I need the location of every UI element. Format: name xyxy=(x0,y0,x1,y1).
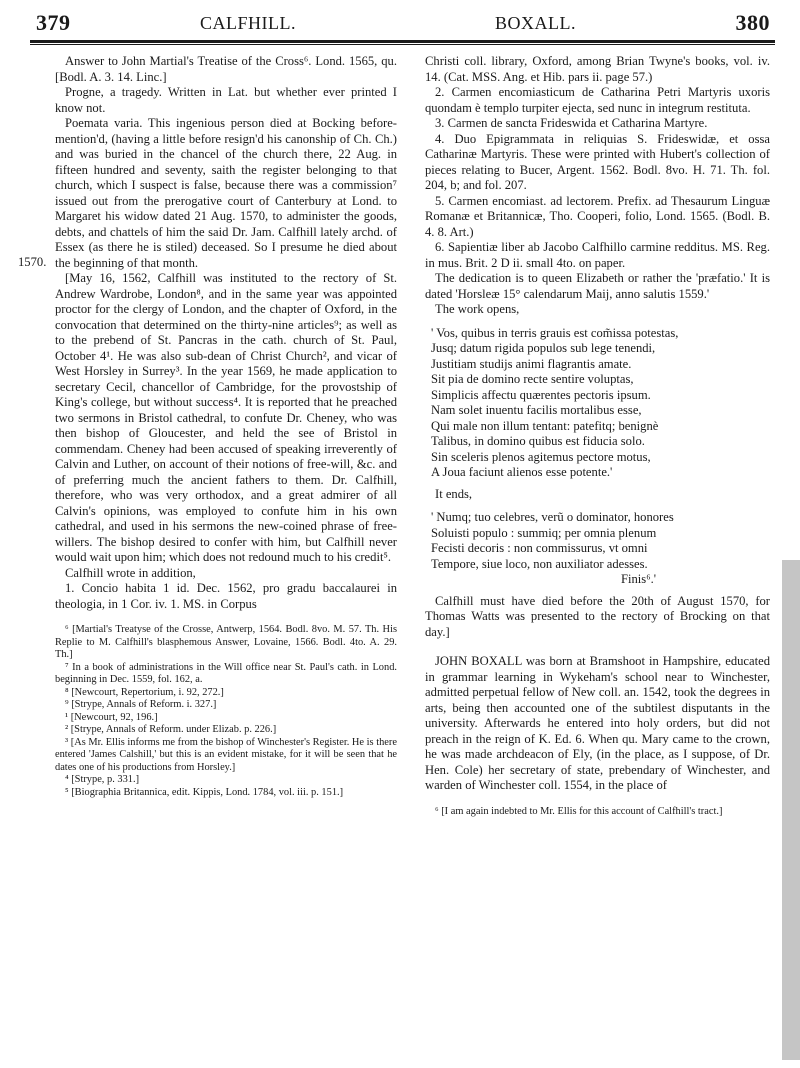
page-number-left: 379 xyxy=(36,10,71,35)
verse-line: Fecisti decoris : non commissurus, vt omni xyxy=(431,541,648,555)
footnote: ⁴ [Strype, p. 331.] xyxy=(65,774,140,785)
header-rule-thin xyxy=(30,44,775,45)
paragraph: 6. Sapientiæ liber ab Jacobo Calfhillo carmine redditus. MS. Reg. in mus. Brit. 2 D ii. small 4to. on paper. xyxy=(425,240,770,270)
header-rule xyxy=(30,40,775,43)
verse-line: ' Vos, quibus in terris grauis est com̃issa potestas, xyxy=(431,325,679,340)
verse-line: Simplicis affectu quærentes pectoris ipsum. xyxy=(431,387,651,402)
paragraph: 5. Carmen encomiast. ad lectorem. Prefix. ad Thesaurum Linguæ Romanæ et Britannicæ, Tho. Cooperi, folio, Lond. 1565. (Bodl. B. 4. 8. Art.) xyxy=(425,193,770,239)
verse-line: Qui male non illum tentant: patefitq; benignè xyxy=(431,418,659,433)
page-number-right: 380 xyxy=(735,10,770,35)
running-title-right: BOXALL. xyxy=(495,13,576,33)
right-column xyxy=(425,54,770,818)
paragraph: Calfhill must have died before the 20th of August 1570, for Thomas Watts was presented to the rectory of Brocking on that day.] xyxy=(425,593,770,639)
verse-ending xyxy=(431,510,770,588)
paragraph: Calfhill wrote in addition, xyxy=(65,565,196,580)
footnote: ² [Strype, Annals of Reform. under Elizab. p. 226.] xyxy=(65,724,277,735)
paragraph: 3. Carmen de sancta Frideswida et Catharina Martyre. xyxy=(435,116,708,130)
verse-line: Sin sceleris plenos agitemus pectore motus, xyxy=(431,449,651,464)
footnote: ⁹ [Strype, Annals of Reform. i. 327.] xyxy=(65,699,217,710)
footnote: ⁵ [Biographia Britannica, edit. Kippis, Lond. 1784, vol. iii. p. 151.] xyxy=(65,786,344,798)
page-edge-shadow xyxy=(782,560,800,1060)
running-header xyxy=(0,6,800,38)
verse-line: Nam solet inuentu facilis mortalibus esse, xyxy=(431,403,642,417)
verse-line: A Joua faciunt alienos esse potente.' xyxy=(431,465,613,479)
verse-line: Tempore, siue loco, non auxiliator adesses. xyxy=(431,556,648,571)
paragraph: Christi coll. library, Oxford, among Brian Twyne's books, vol. iv. 14. (Cat. MSS. Ang. et Hib. pars ii. page 57.) xyxy=(425,54,770,84)
paragraph: 1. Concio habita 1 id. Dec. 1562, pro gradu baccalaurei in theologia, in 1 Cor. iv. 1. MS. in Corpus xyxy=(55,581,397,611)
footnote: ⁷ In a book of administrations in the Will office near St. Paul's cath. in Lond. beginning in Dec. 1559, fol. 162, a. xyxy=(55,661,397,685)
paragraph: The dedication is to queen Elizabeth or rather the 'præfatio.' It is dated 'Horsleæ 15° calendarum Maij, anno salutis 1559.' xyxy=(425,271,770,301)
paragraph: The work opens, xyxy=(435,302,520,316)
footnotes-left xyxy=(55,624,397,799)
paragraph: It ends, xyxy=(435,486,473,501)
footnotes-right xyxy=(425,806,770,819)
paragraph: JOHN BOXALL was born at Bramshoot in Hampshire, educated in grammar learning in Wykeham's school near to Winchester, admitted perpetual fellow of New coll. an. 1542, took the degrees in arts, being then accounted one of the subtilest disputants in the university. Afterwards he entered into holy orders, but did not preach in the reign of K. Ed. 6. When qu. Mary came to the crown, he was made archdeacon of Ely, (in the place, as I suppose, of Dr. Hen. Cole) her secretary of state, prebendary of Winchester, and warden of Winchester coll. 1554, in the place of xyxy=(425,654,770,792)
verse-finis: Finis⁶.' xyxy=(621,572,657,586)
paragraph: 2. Carmen encomiasticum de Catharina Petri Martyris uxoris quondam è templo turpiter ejecta, sed nunc in integrum restituta. xyxy=(425,85,770,115)
verse-line: Justitiam studijs animi flagrantis amate. xyxy=(431,356,632,371)
verse-line: Soluisti populo : summiq; per omnia plenum xyxy=(431,525,657,540)
paragraph: [May 16, 1562, Calfhill was instituted to the rectory of St. Andrew Wardrobe, London⁸, and in the same year was appointed proctor for the clergy of London, and the chapter of Oxford, in the convocation that determined on the thirty-nine articles⁹; as well as to the prebend of St. Pancras in the cath. church of St. Paul, October 4¹. He was also sub-dean of Christ Church², and vicar of West Horsley in Surrey³. In the year 1569, he made application to secretary Cecil, chancellor of Cambridge, for the provostship of King's college, but without success⁴. It is reported that he preached two sermons in Bristol cathedral, to confute Dr. Cheney, who was then bishop of Gloucester, and held the see of Bristol in commendam. Cheney had been accused of speaking irreverently of Calvin and Luther, on account of their notions of free-will, &c. and of preferring much the ancient fathers to them. Dr. Calfhill, therefore, who was very orthodox, and a great admirer of all Calvin's opinions, was employed to confute him in his own cathedral, and used in his sermons the new-coined phrase of free-willers. The bishop desired to confer with him, but Calfhill never would wait upon him; which does not redound much to his credit⁵. xyxy=(55,271,397,564)
verse-line: Jusq; datum rigida populos sub lege tenendi, xyxy=(431,341,656,355)
footnote: ⁶ [I am again indebted to Mr. Ellis for this account of Calfhill's tract.] xyxy=(435,805,723,817)
verse-line: Talibus, in domino quibus est fiducia solo. xyxy=(431,434,645,448)
paragraph: 4. Duo Epigrammata in reliquias S. Frideswidæ, et ossa Catharinæ Martyris. These were printed with Hubert's collection of pieces relating to Bucer, Argent. 1562. Bodl. 8vo. H. 71. Th. fol. 204, b; and fol. 207. xyxy=(425,131,770,192)
margin-year: 1570. xyxy=(18,255,47,269)
verse-line: Sit pia de domino recte sentire voluptas, xyxy=(431,372,634,386)
footnote: ¹ [Newcourt, 92, 196.] xyxy=(65,711,158,723)
paragraph: Answer to John Martial's Treatise of the Cross⁶. Lond. 1565, qu. [Bodl. A. 3. 14. Linc.] xyxy=(55,54,397,84)
left-column xyxy=(55,54,397,799)
verse-line: ' Numq; tuo celebres, verũ o dominator, honores xyxy=(431,510,674,524)
paragraph: Poemata varia. This ingenious person died at Bocking before-mention'd, (having a little before resign'd his canonship of Ch. Ch.) and was buried in the chancel of the church there, 22 Aug. in fifteen hundred and seventy, saith the register belonging to that church, which I suspect is false, because there was a commission⁷ issued out from the prerogative court of Canterbury at Lond. to Margaret his widow dated 21 Aug. 1570, to administer the goods, debts, and chattels of him the said Dr. Jam. Calfhill lately archd. of Essex (as there he is stiled) deceased. So I presume he died about the beginning of that month. xyxy=(55,116,397,270)
footnote: ⁸ [Newcourt, Repertorium, i. 92, 272.] xyxy=(65,686,224,698)
verse-opening xyxy=(431,326,770,481)
footnote: ⁶ [Martial's Treatyse of the Crosse, Antwerp, 1564. Bodl. 8vo. M. 57. Th. His Replie to M. Calfhill's blasphemous Answer, Lovaine, 1566. Bodl. 4to. A. 29. Th.] xyxy=(55,624,397,660)
running-title-left: CALFHILL. xyxy=(200,13,296,33)
footnote: ³ [As Mr. Ellis informs me from the bishop of Winchester's Register. He is there entered 'James Calshill,' but this is an evident mistake, for it will be seen that he dates one of his productions from Horsley.] xyxy=(55,736,397,773)
paragraph: Progne, a tragedy. Written in Lat. but whether ever printed I know not. xyxy=(55,85,397,115)
